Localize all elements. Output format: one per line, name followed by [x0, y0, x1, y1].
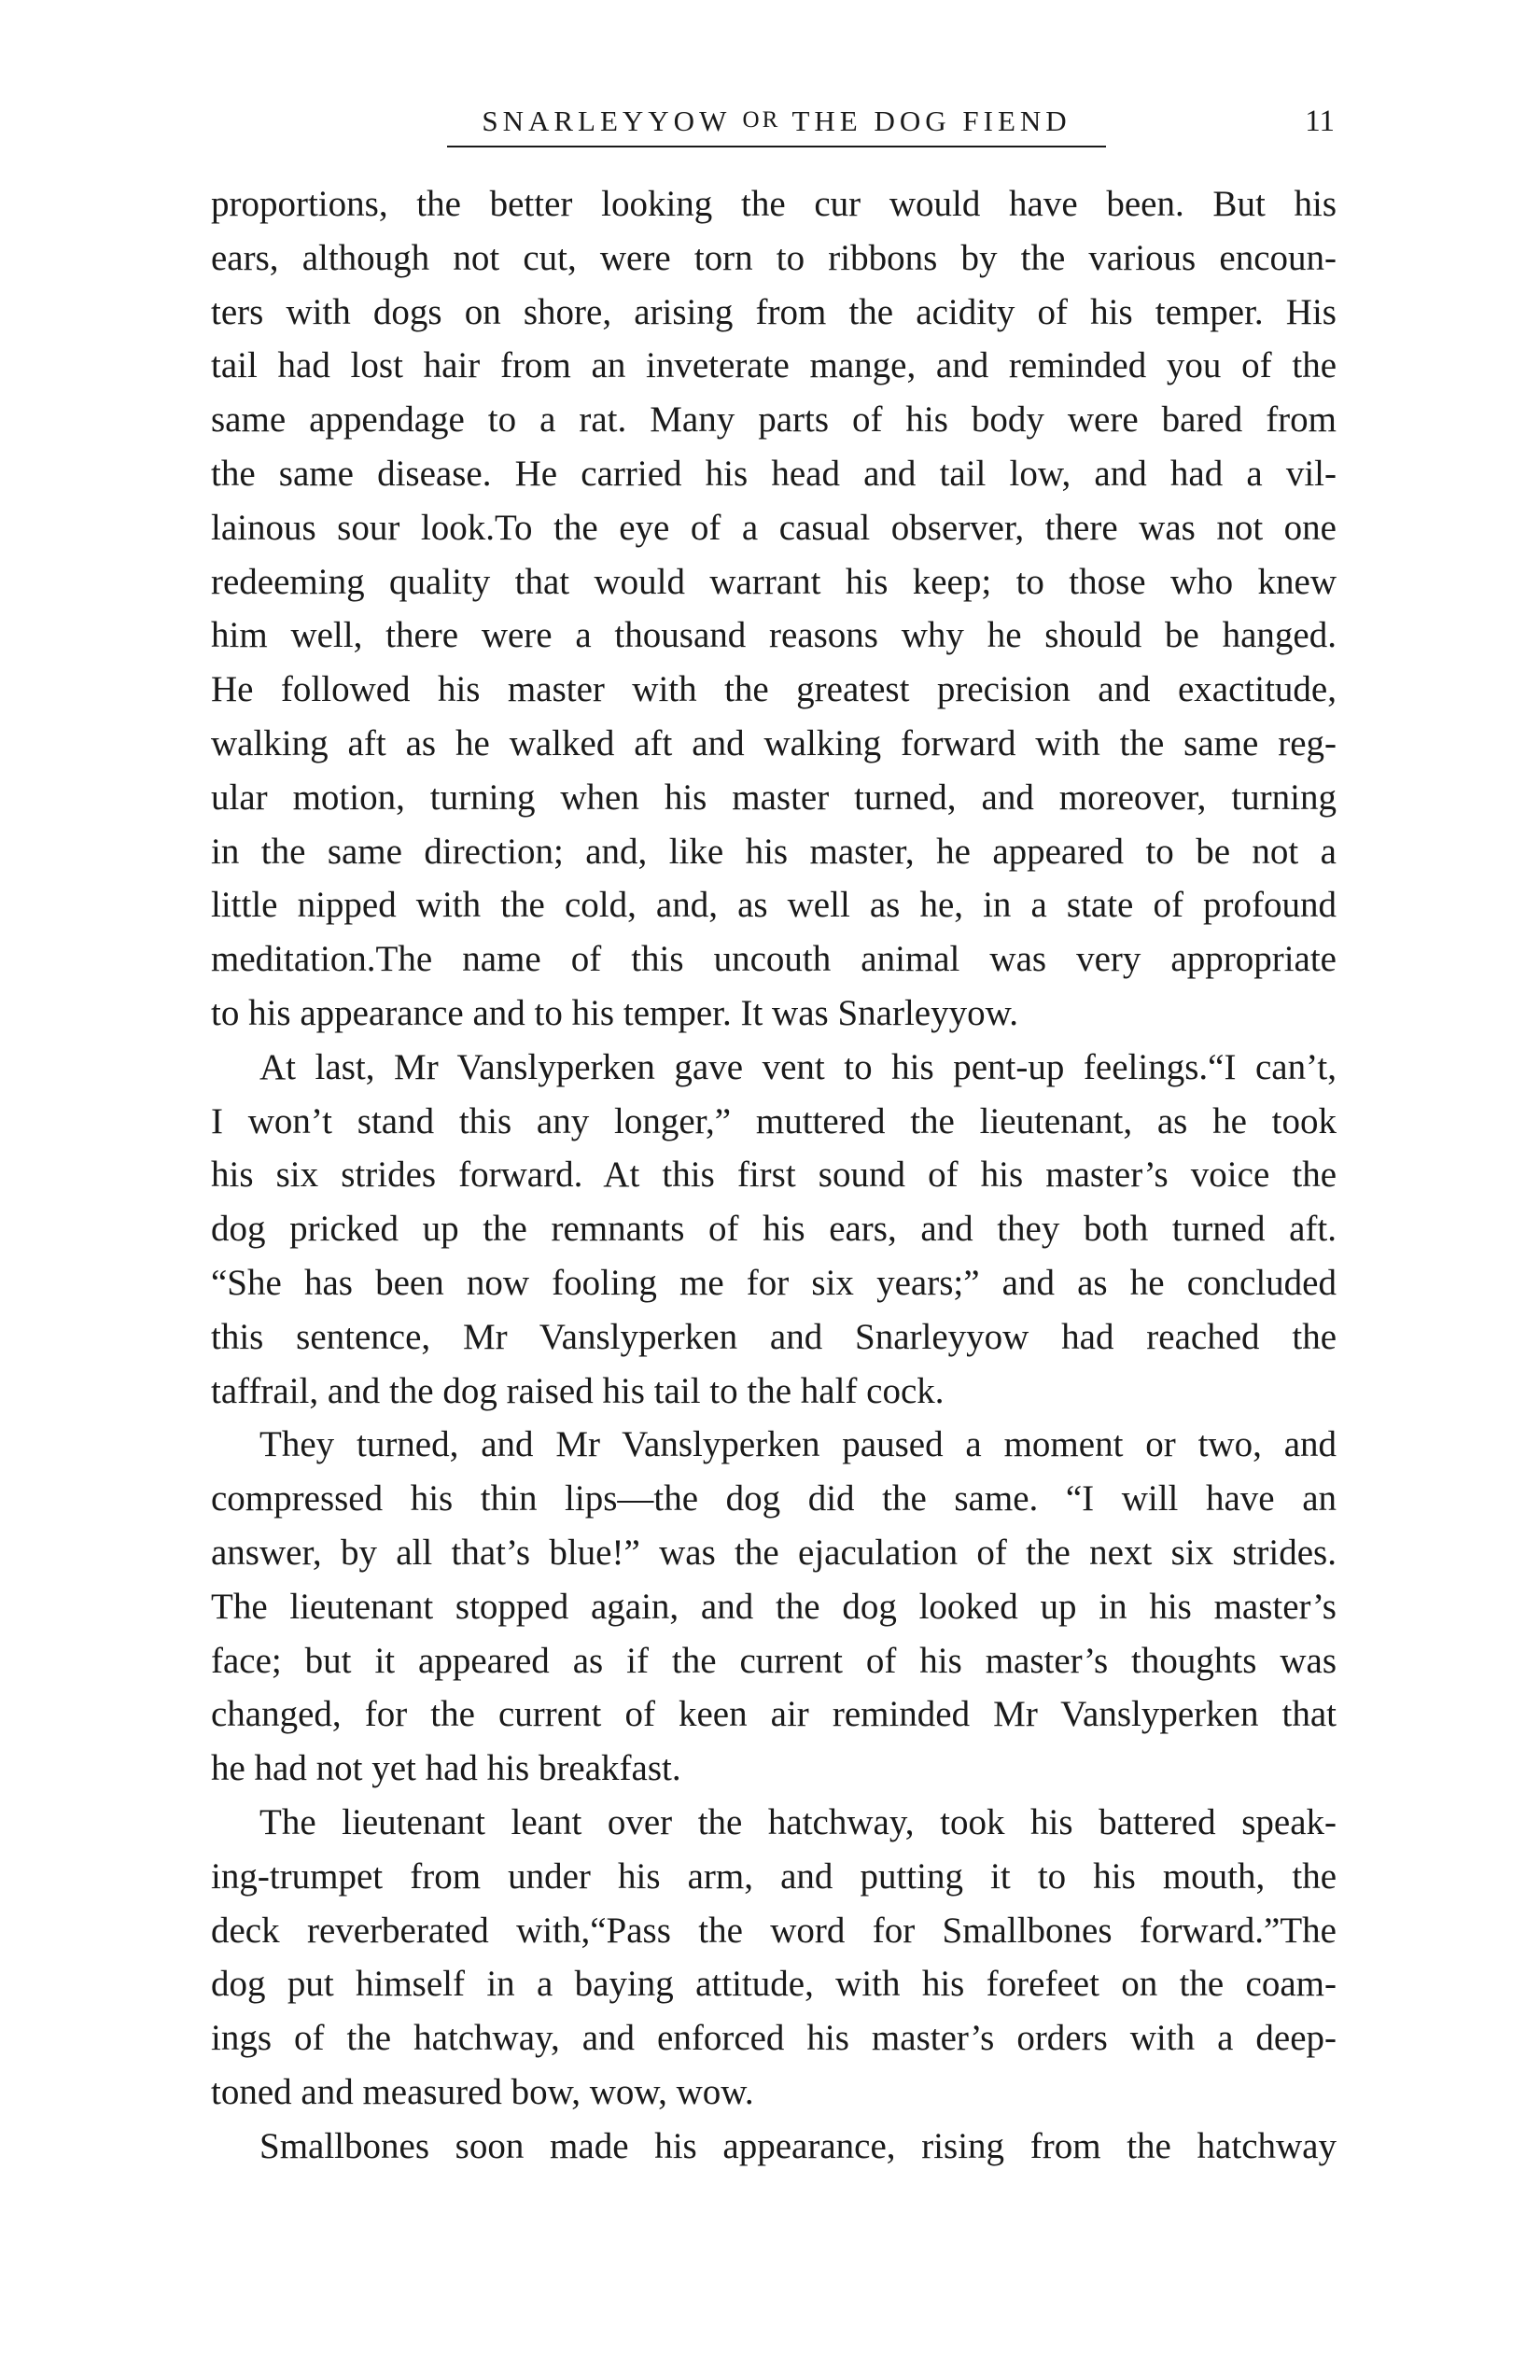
- paragraph-line: face; but it appeared as if the current of his master’s thoughts was: [211, 1640, 1337, 1681]
- paragraph-line: deck reverberated with,“Pass the word for Smallbones forward.”The: [211, 1910, 1337, 1951]
- paragraph-line: changed, for the current of keen air reminded Mr Vanslyperken that: [211, 1694, 1337, 1735]
- paragraph-line: same appendage to a rat. Many parts of his body were bared from: [211, 399, 1337, 441]
- paragraph-line: The lieutenant leant over the hatchway, took his battered speak-: [259, 1801, 1337, 1842]
- paragraph-line: meditation.The name of this uncouth animal was very appropriate: [211, 939, 1337, 980]
- paragraph-line: compressed his thin lips—the dog did the same. “I will have an: [211, 1478, 1337, 1519]
- running-head-title-part1: SNARLEYYOW: [482, 105, 743, 137]
- body-text: [211, 177, 1337, 2173]
- paragraph-line: The lieutenant stopped again, and the dog looked up in his master’s: [211, 1586, 1337, 1627]
- paragraph-line: him well, there were a thousand reasons why he should be hanged.: [211, 615, 1337, 656]
- paragraph-line: this sentence, Mr Vanslyperken and Snarleyyow had reached the: [211, 1316, 1337, 1357]
- page-number: 11: [1305, 105, 1335, 138]
- paragraph-line: lainous sour look.To the eye of a casual observer, there was not one: [211, 507, 1337, 548]
- paragraph-line: He followed his master with the greatest precision and exactitude,: [211, 669, 1337, 710]
- paragraph-line: “She has been now fooling me for six years;” and as he concluded: [211, 1262, 1337, 1303]
- paragraph-line: I won’t stand this any longer,” muttered the lieutenant, as he took: [211, 1100, 1337, 1141]
- paragraph-line: At last, Mr Vanslyperken gave vent to his pent-up feelings.“I can’t,: [259, 1046, 1337, 1087]
- paragraph-line: ears, although not cut, were torn to ribbons by the various encoun-: [211, 237, 1337, 278]
- paragraph-line: taffrail, and the dog raised his tail to the half cock.: [211, 1370, 945, 1411]
- paragraph-line: proportions, the better looking the cur would have been. But his: [211, 184, 1337, 224]
- paragraph-line: dog pricked up the remnants of his ears, and they both turned aft.: [211, 1209, 1337, 1250]
- paragraph-line: in the same direction; and, like his master, he appeared to be not a: [211, 831, 1337, 872]
- running-head-or: OR: [742, 107, 781, 133]
- running-head-title-part2: THE DOG FIEND: [780, 105, 1071, 137]
- paragraph-line: walking aft as he walked aft and walking forward with the same reg-: [211, 722, 1337, 763]
- paragraph-line: Smallbones soon made his appearance, rising from the hatchway: [259, 2125, 1337, 2166]
- paragraph-line: his six strides forward. At this first sound of his master’s voice the: [211, 1155, 1337, 1196]
- paragraph-line: tail had lost hair from an inveterate mange, and reminded you of the: [211, 345, 1337, 386]
- paragraph-line: the same disease. He carried his head and tail low, and had a vil-: [211, 453, 1337, 494]
- paragraph-line: ing-trumpet from under his arm, and putting it to his mouth, the: [211, 1855, 1337, 1897]
- paragraph-line: answer, by all that’s blue!” was the ejaculation of the next six strides.: [211, 1532, 1337, 1573]
- paragraph-line: They turned, and Mr Vanslyperken paused a moment or two, and: [259, 1424, 1337, 1465]
- paragraph-line: little nipped with the cold, and, as well as he, in a state of profound: [211, 885, 1337, 926]
- paragraph-line: redeeming quality that would warrant his keep; to those who knew: [211, 561, 1337, 602]
- paragraph-line: to his appearance and to his temper. It was Snarleyyow.: [211, 992, 1018, 1033]
- paragraph-line: dog put himself in a baying attitude, with his forefeet on the coam-: [211, 1964, 1337, 2005]
- paragraph-line: he had not yet had his breakfast.: [211, 1748, 681, 1789]
- running-head: [447, 99, 1106, 147]
- paragraph-line: ters with dogs on shore, arising from the acidity of his temper. His: [211, 291, 1337, 332]
- paragraph-line: ular motion, turning when his master turned, and moreover, turning: [211, 777, 1337, 818]
- paragraph-line: toned and measured bow, wow, wow.: [211, 2071, 754, 2112]
- paragraph-line: ings of the hatchway, and enforced his master’s orders with a deep-: [211, 2018, 1337, 2059]
